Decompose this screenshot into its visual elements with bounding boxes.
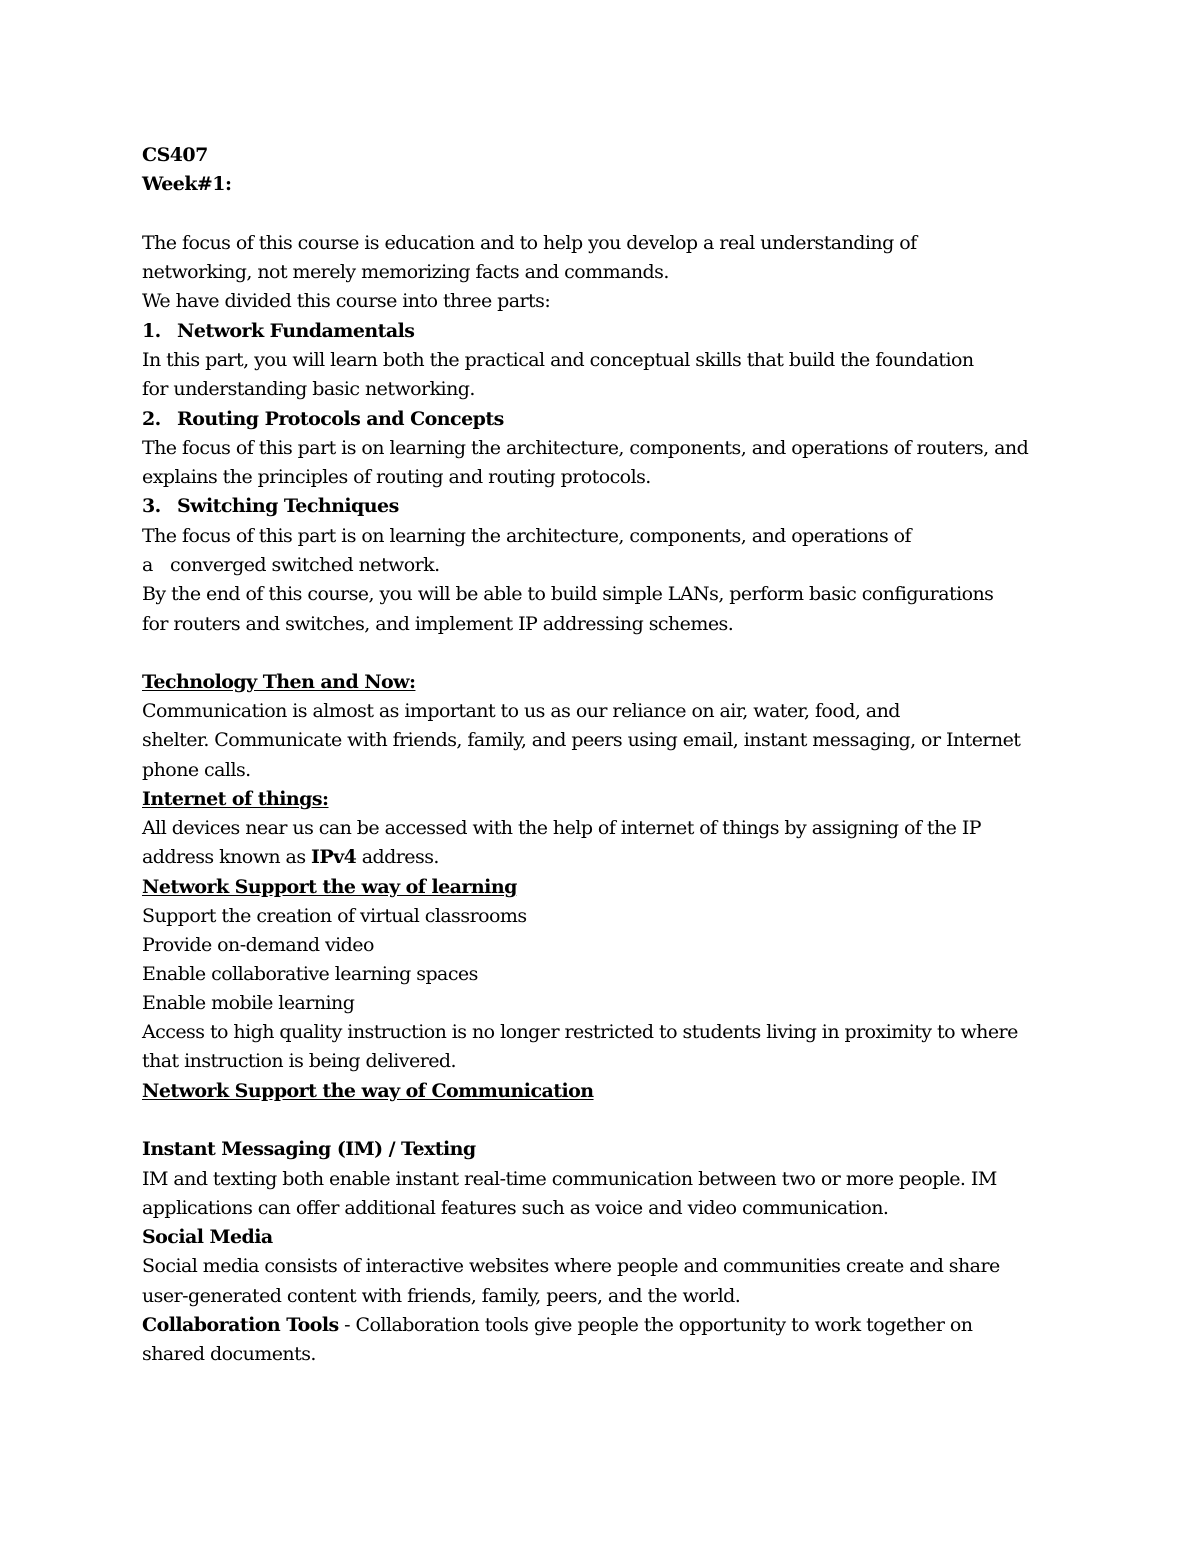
iot-line-2-post: address.	[356, 846, 439, 868]
part-2-number: 2.	[142, 408, 161, 430]
part-1-heading	[142, 319, 414, 343]
intro-line-1: The focus of this course is education and to help you develop a real understanding of	[142, 232, 917, 254]
technology-line-3: phone calls.	[142, 759, 251, 781]
learning-heading: Network Support the way of learning	[142, 876, 517, 898]
learning-line-2: that instruction is being delivered.	[142, 1050, 457, 1072]
part-3-line-2-text: converged switched network.	[170, 554, 440, 576]
technology-heading: Technology Then and Now:	[142, 671, 416, 693]
collab-line-2: shared documents.	[142, 1343, 316, 1365]
ipv4-term: IPv4	[311, 846, 357, 868]
part-3-line-2	[142, 553, 440, 577]
collab-line-1	[142, 1313, 972, 1337]
part-2-title: Routing Protocols and Concepts	[177, 408, 504, 430]
learning-item: Enable mobile learning	[142, 992, 355, 1014]
intro-line-2: networking, not merely memorizing facts and commands.	[142, 261, 669, 283]
part-1-number: 1.	[142, 320, 161, 342]
social-line-2: user-generated content with friends, family, peers, and the world.	[142, 1285, 741, 1307]
part-2-line-1: The focus of this part is on learning the architecture, components, and operations of routers, and	[142, 437, 1029, 459]
outcome-line-2: for routers and switches, and implement IP addressing schemes.	[142, 613, 734, 635]
iot-line-2	[142, 845, 439, 869]
im-line-1: IM and texting both enable instant real-time communication between two or more people. IM	[142, 1168, 997, 1190]
technology-line-1: Communication is almost as important to us as our reliance on air, water, food, and	[142, 700, 900, 722]
part-1-line-2: for understanding basic networking.	[142, 378, 475, 400]
collab-title: Collaboration Tools	[142, 1314, 339, 1336]
learning-item: Provide on-demand video	[142, 934, 374, 956]
learning-line-1: Access to high quality instruction is no longer restricted to students living in proximity to where	[142, 1021, 1018, 1043]
social-line-1: Social media consists of interactive websites where people and communities create and share	[142, 1255, 1000, 1277]
part-1-line-1: In this part, you will learn both the practical and conceptual skills that build the foundation	[142, 349, 974, 371]
part-2-heading	[142, 407, 504, 431]
outcome-line-1: By the end of this course, you will be able to build simple LANs, perform basic configurations	[142, 583, 994, 605]
learning-item: Support the creation of virtual classrooms	[142, 905, 527, 927]
part-3-line-1: The focus of this part is on learning the architecture, components, and operations of	[142, 525, 912, 547]
iot-line-1: All devices near us can be accessed with the help of internet of things by assigning of the IP	[142, 817, 982, 839]
part-3-title: Switching Techniques	[177, 495, 399, 517]
learning-item: Enable collaborative learning spaces	[142, 963, 478, 985]
im-title: Instant Messaging (IM) / Texting	[142, 1138, 476, 1160]
iot-line-2-pre: address known as	[142, 846, 312, 868]
technology-line-2: shelter. Communicate with friends, family, and peers using email, instant messaging, or Internet	[142, 729, 1021, 751]
part-3-heading	[142, 494, 399, 518]
intro-line-3: We have divided this course into three parts:	[142, 290, 551, 312]
part-3-article: a	[142, 554, 153, 576]
collab-line-1-text: - Collaboration tools give people the opportunity to work together on	[338, 1314, 973, 1336]
communication-heading: Network Support the way of Communication	[142, 1080, 594, 1102]
part-3-number: 3.	[142, 495, 161, 517]
social-title: Social Media	[142, 1226, 273, 1248]
im-line-2: applications can offer additional features such as voice and video communication.	[142, 1197, 889, 1219]
iot-heading: Internet of things:	[142, 788, 329, 810]
part-1-title: Network Fundamentals	[177, 320, 415, 342]
course-code: CS407	[142, 144, 208, 166]
week-label: Week#1:	[142, 173, 232, 195]
part-2-line-2: explains the principles of routing and routing protocols.	[142, 466, 651, 488]
